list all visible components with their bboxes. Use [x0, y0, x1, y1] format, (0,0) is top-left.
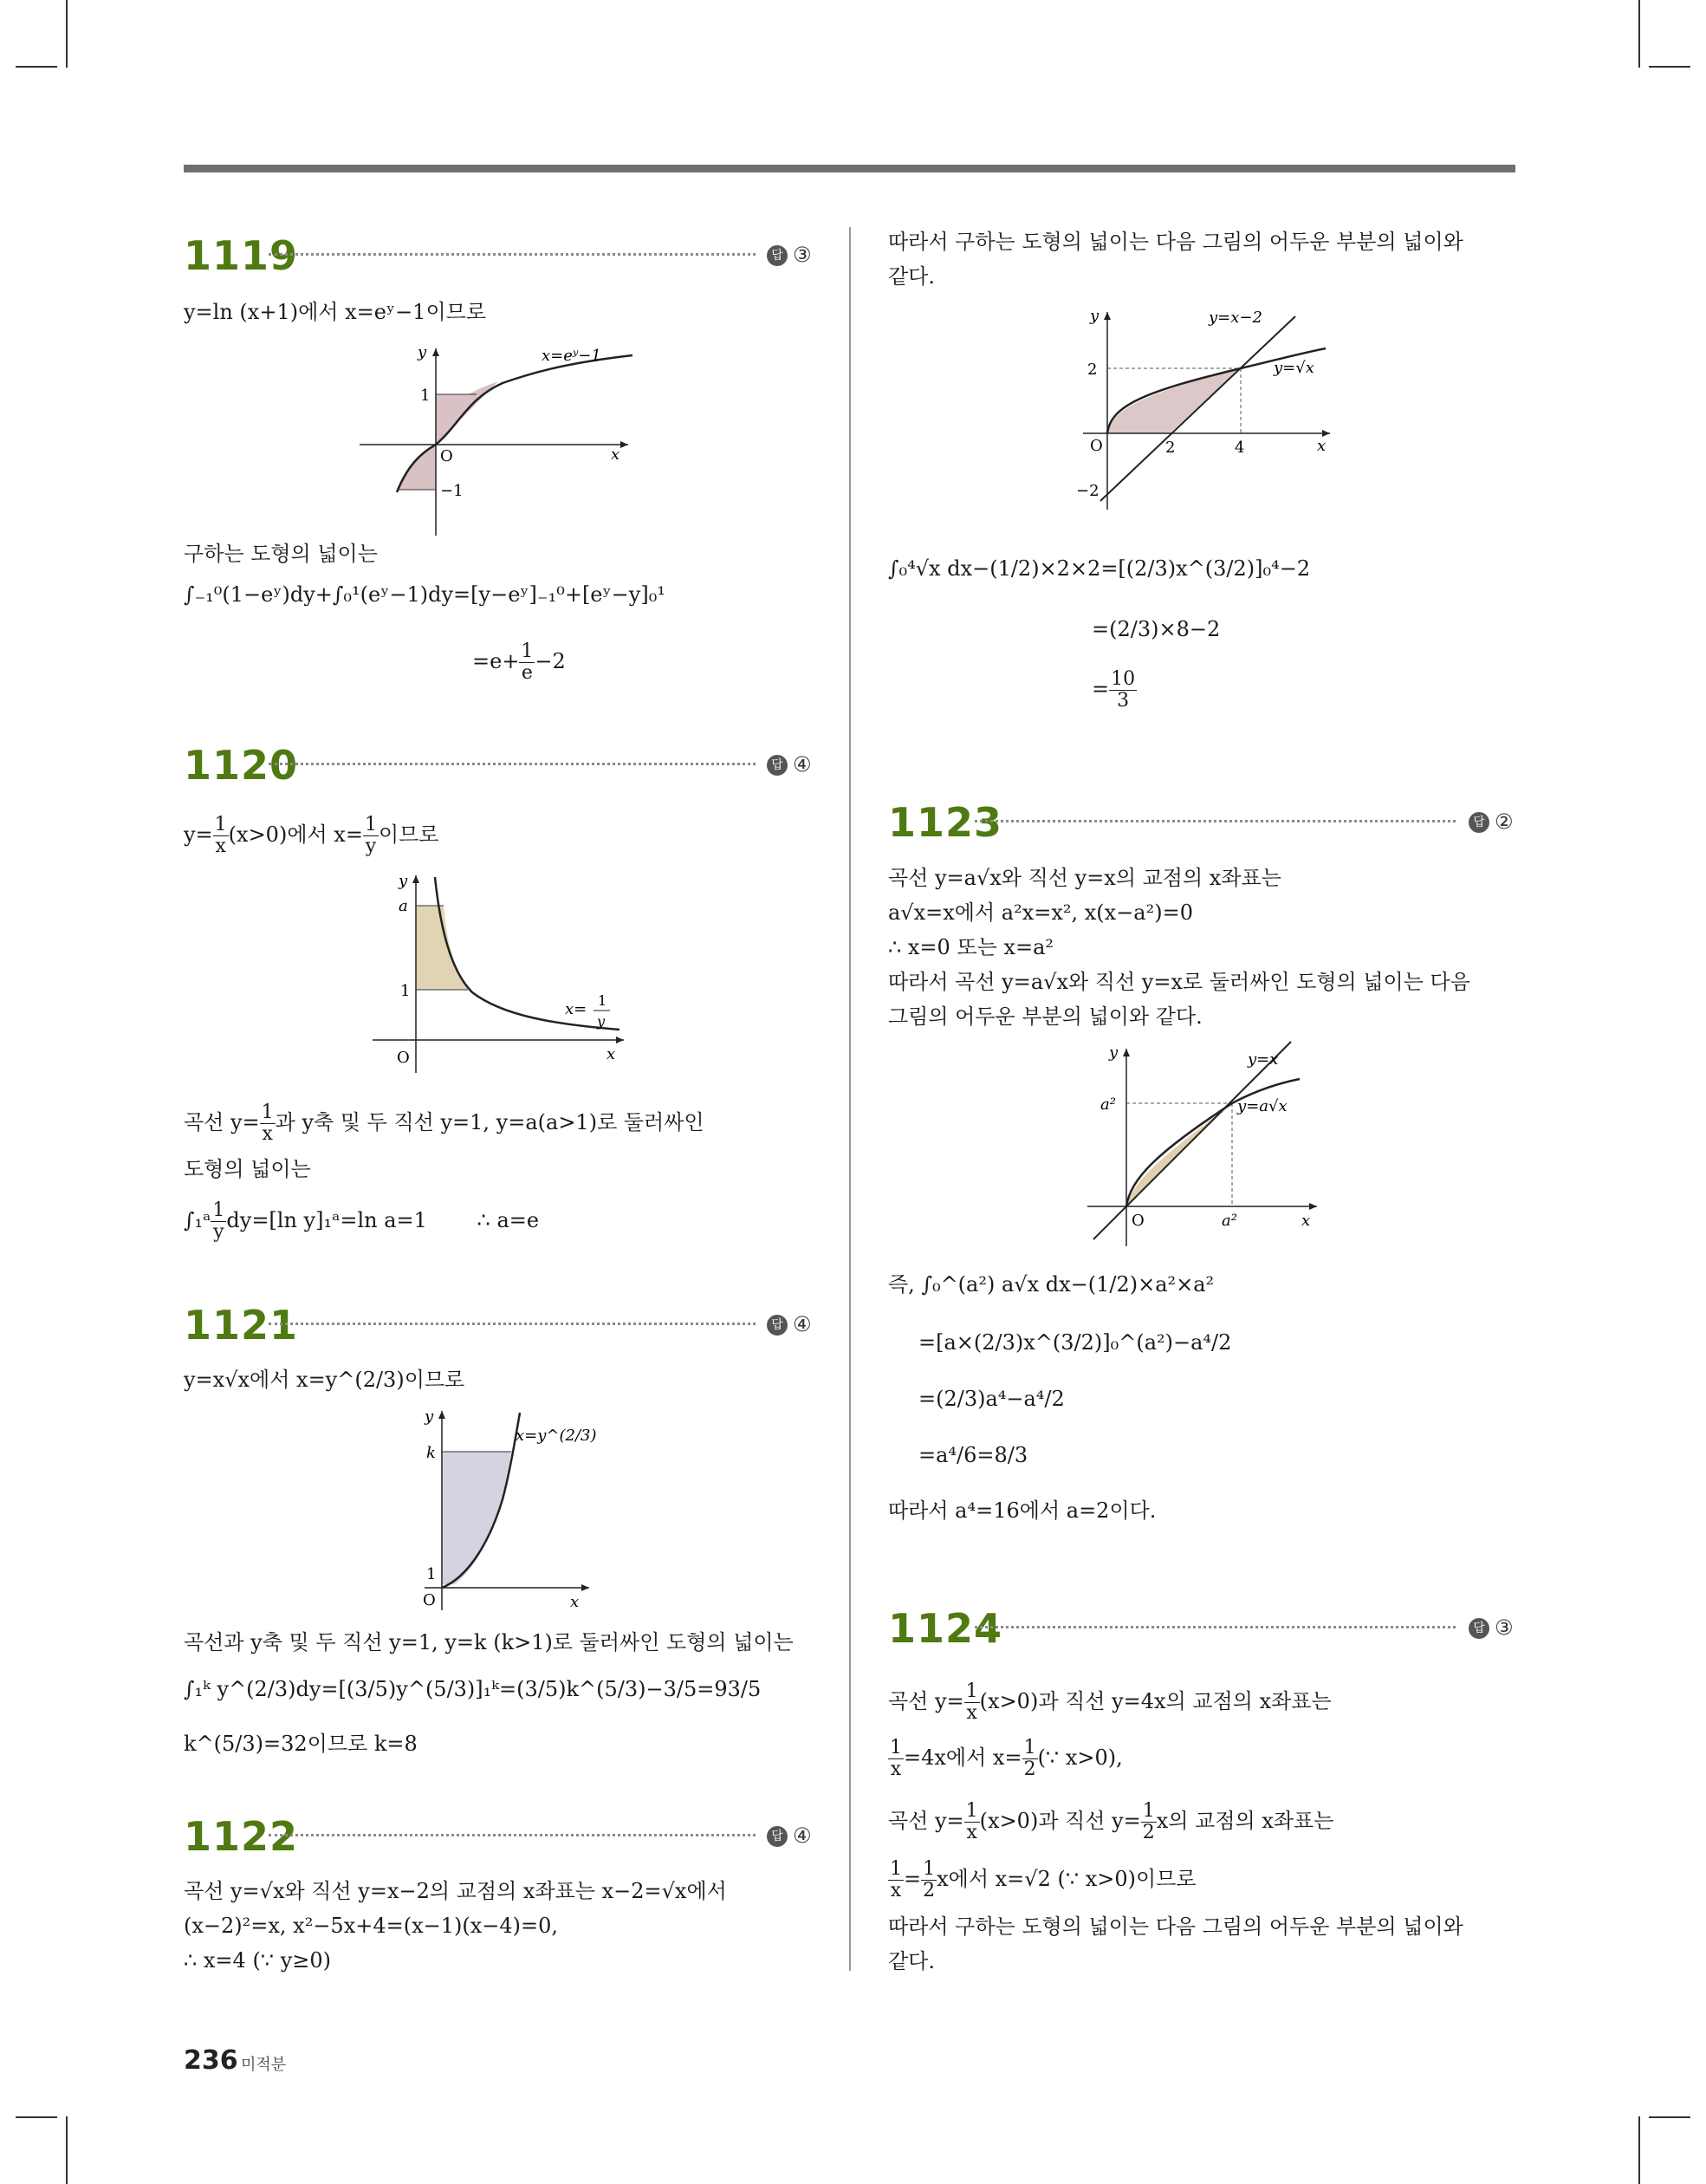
- svg-text:1: 1: [598, 992, 607, 1009]
- header-rule: [184, 165, 1515, 172]
- problem-number: 1124: [888, 1605, 1003, 1652]
- svg-text:y=a√x: y=a√x: [1237, 1097, 1288, 1115]
- crop-mark: [66, 0, 68, 68]
- equation: =e+ $\frac{1}{e}$ −2: [472, 640, 566, 684]
- graph-1121: [416, 1404, 598, 1612]
- svg-text:y: y: [399, 872, 408, 890]
- solution-line: $\frac{1}{x}$ =4x에서 x= $\frac{1}{2}$ (∵ x>0),: [890, 1737, 1123, 1780]
- equation: = $\frac{10}{3}$: [1092, 668, 1136, 712]
- crop-mark: [1638, 2116, 1640, 2184]
- answer-badge: 답 ④: [767, 752, 812, 777]
- svg-text:x=: x=: [565, 1000, 587, 1018]
- page-subject: 미적분: [241, 2056, 287, 2074]
- solution-line: a√x=x에서 a²x=x², x(x−a²)=0: [888, 900, 1193, 925]
- svg-text:x: x: [611, 445, 620, 464]
- svg-text:a²: a²: [1222, 1212, 1237, 1230]
- equation: ∫₁ᵃ $\frac{1}{y}$ dy=[ln y]₁ᵃ=ln a=1 ∴ a=e: [184, 1199, 540, 1243]
- svg-text:O: O: [423, 1591, 436, 1609]
- svg-text:y: y: [1109, 1043, 1119, 1062]
- svg-text:y=√x: y=√x: [1274, 359, 1314, 377]
- leader-dots: [269, 253, 756, 256]
- svg-text:x: x: [607, 1045, 616, 1063]
- solution-line: 같다.: [888, 1949, 935, 1973]
- svg-text:−2: −2: [1076, 482, 1099, 500]
- answer-badge: 답 ③: [1469, 1615, 1514, 1640]
- line: [1093, 1042, 1291, 1239]
- equation: ∫₀⁴√x dx−(1/2)×2×2=[(2/3)x^(3/2)]₀⁴−2: [888, 556, 1311, 581]
- leader-dots: [975, 820, 1456, 822]
- svg-text:k: k: [426, 1444, 436, 1462]
- svg-text:y=x−2: y=x−2: [1209, 309, 1262, 327]
- solution-line: 구하는 도형의 넓이는: [184, 542, 378, 566]
- svg-text:y: y: [418, 343, 427, 361]
- svg-text:2: 2: [1087, 361, 1098, 379]
- solution-line: 따라서 구하는 도형의 넓이는 다음 그림의 어두운 부분의 넓이와: [888, 1914, 1463, 1939]
- solution-line: 따라서 a⁴=16에서 a=2이다.: [888, 1498, 1157, 1523]
- svg-text:x: x: [1301, 1212, 1311, 1230]
- solution-line: 곡선 y= $\frac{1}{x}$ (x>0)과 직선 y= $\frac{1}{2}$ x의 교점의 x좌표는: [888, 1800, 1334, 1843]
- equation: ∫₋₁⁰(1−eʸ)dy+∫₀¹(eʸ−1)dy=[y−eʸ]₋₁⁰+[eʸ−y]₀¹: [184, 582, 665, 607]
- answer-badge: 답 ③: [767, 243, 812, 267]
- graph-1120: [364, 867, 632, 1075]
- leader-dots: [269, 1323, 756, 1325]
- solution-line: 따라서 곡선 y=a√x와 직선 y=x로 둘러싸인 도형의 넓이는 다음: [888, 970, 1470, 994]
- svg-text:y: y: [1090, 307, 1099, 325]
- svg-text:O: O: [397, 1049, 410, 1067]
- solution-line: 곡선 y=√x와 직선 y=x−2의 교점의 x좌표는 x−2=√x에서: [184, 1879, 727, 1903]
- graph-1122: [1066, 303, 1343, 511]
- equation: ∫₁ᵏ y^(2/3)dy=[(3/5)y^(5/3)]₁ᵏ=(3/5)k^(5/3)−3/5=93/5: [184, 1677, 762, 1701]
- solution-line: y=ln (x+1)에서 x=eʸ−1이므로: [184, 300, 487, 324]
- problem-number: 1123: [888, 799, 1003, 846]
- solution-line: 곡선 y= $\frac{1}{x}$ 과 y축 및 두 직선 y=1, y=a(a>1)로 둘러싸인: [184, 1102, 704, 1145]
- crop-mark: [66, 2116, 68, 2184]
- equation: 즉, ∫₀^(a²) a√x dx−(1/2)×a²×a²: [888, 1272, 1215, 1297]
- solution-line: 따라서 구하는 도형의 넓이는 다음 그림의 어두운 부분의 넓이와: [888, 230, 1463, 254]
- problem-number: 1122: [184, 1813, 299, 1860]
- equation: =a⁴/6=8/3: [918, 1443, 1028, 1467]
- svg-text:x=y^(2/3): x=y^(2/3): [516, 1427, 597, 1445]
- solution-line: ∴ x=4 (∵ y≥0): [184, 1948, 332, 1973]
- svg-text:1: 1: [400, 982, 411, 1000]
- equation: =(2/3)×8−2: [1092, 617, 1221, 641]
- svg-text:a: a: [399, 897, 408, 915]
- curve: [435, 877, 619, 1030]
- svg-text:y: y: [597, 1013, 606, 1030]
- problem-number: 1121: [184, 1302, 299, 1349]
- solution-line: ∴ x=0 또는 x=a²: [888, 935, 1054, 959]
- graph-1119: [355, 338, 650, 537]
- equation: =(2/3)a⁴−a⁴/2: [918, 1387, 1065, 1411]
- svg-text:y: y: [425, 1407, 434, 1426]
- svg-text:x=eʸ−1: x=eʸ−1: [542, 347, 601, 365]
- svg-text:4: 4: [1235, 439, 1245, 457]
- svg-text:x: x: [570, 1593, 580, 1611]
- svg-text:O: O: [440, 447, 453, 465]
- svg-text:a²: a²: [1100, 1095, 1116, 1114]
- equation: k^(5/3)=32이므로 k=8: [184, 1732, 418, 1756]
- solution-line: $\frac{1}{x}$ = $\frac{1}{2}$ x에서 x=√2 (∵ x>0)이므로: [890, 1858, 1197, 1901]
- shaded-region-lower: [397, 445, 436, 490]
- crop-mark: [16, 66, 57, 68]
- answer-badge: 답 ②: [1469, 809, 1514, 834]
- svg-text:1: 1: [426, 1565, 437, 1583]
- svg-text:O: O: [1090, 437, 1103, 455]
- svg-text:2: 2: [1165, 439, 1176, 457]
- crop-mark: [16, 2116, 57, 2118]
- svg-text:−1: −1: [440, 482, 464, 500]
- solution-line: 곡선 y= $\frac{1}{x}$ (x>0)과 직선 y=4x의 교점의 x좌표는: [888, 1680, 1332, 1724]
- shaded-region: [1107, 368, 1241, 433]
- solution-line: 도형의 넓이는: [184, 1157, 311, 1181]
- svg-text:O: O: [1132, 1212, 1145, 1230]
- equation: =[a×(2/3)x^(3/2)]₀^(a²)−a⁴/2: [918, 1330, 1232, 1355]
- leader-dots: [269, 763, 756, 765]
- solution-line: 그림의 어두운 부분의 넓이와 같다.: [888, 1004, 1203, 1029]
- solution-line: (x−2)²=x, x²−5x+4=(x−1)(x−4)=0,: [184, 1914, 559, 1938]
- answer-badge: 답 ④: [767, 1823, 812, 1848]
- svg-text:y=x: y=x: [1248, 1050, 1279, 1069]
- svg-text:1: 1: [420, 387, 431, 405]
- solution-line: y=x√x에서 x=y^(2/3)이므로: [184, 1368, 465, 1392]
- crop-mark: [1638, 0, 1640, 68]
- crop-mark: [1649, 66, 1690, 68]
- page-number: 236: [184, 2045, 238, 2076]
- problem-number: 1119: [184, 232, 299, 279]
- leader-dots: [269, 1834, 756, 1836]
- svg-text:x: x: [1317, 437, 1327, 455]
- shaded-region: [442, 1452, 511, 1584]
- solution-line: 곡선 y=a√x와 직선 y=x의 교점의 x좌표는: [888, 866, 1281, 890]
- column-divider: [849, 227, 851, 1971]
- solution-line: 같다.: [888, 264, 935, 289]
- crop-mark: [1649, 2116, 1690, 2118]
- leader-dots: [975, 1626, 1456, 1628]
- graph-1123: [1083, 1040, 1326, 1248]
- solution-line: y= $\frac{1}{x}$ (x>0)에서 x= $\frac{1}{y}$ 이므로: [184, 814, 439, 857]
- problem-number: 1120: [184, 742, 299, 789]
- solution-line: 곡선과 y축 및 두 직선 y=1, y=k (k>1)로 둘러싸인 도형의 넓이는: [184, 1630, 794, 1654]
- answer-badge: 답 ④: [767, 1312, 812, 1336]
